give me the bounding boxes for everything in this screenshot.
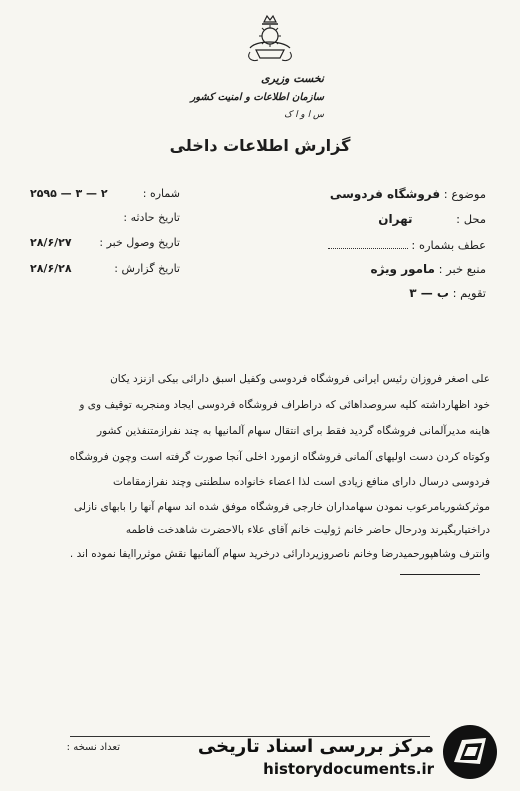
lion-and-sun-emblem: [242, 14, 298, 64]
received-date-value: ۲۸/۶/۲۷: [30, 236, 72, 249]
rating-field: [409, 286, 486, 300]
body-line: وانترف وشاهپورحمیدرضا وخانم ناصروزیردارائی درخرید سهام آلمانیها نقش موثرراایفا نموده اند .: [69, 548, 490, 560]
received-date-label: تاریخ وصول خبر :: [99, 236, 180, 249]
source-value: مامور ویژه: [370, 262, 435, 276]
subject-field: [330, 187, 486, 201]
reference-dotted-line: [328, 248, 408, 249]
reference-field: [328, 238, 486, 252]
reference-label: عطف بشماره :: [411, 238, 486, 252]
number-label: شماره :: [142, 187, 180, 200]
report-date-label: تاریخ گزارش :: [114, 262, 180, 275]
place-value: تهران: [378, 212, 413, 226]
number-value: ۲۵۹۵ — ۳ — ۲: [30, 187, 108, 200]
document-title: گزارش اطلاعات داخلی: [169, 136, 351, 155]
source-field: [371, 262, 487, 276]
event-date-label: تاریخ حادثه :: [123, 211, 180, 224]
rating-label: تقویم :: [452, 286, 486, 300]
place-field: [378, 212, 486, 226]
subject-label: موضوع :: [443, 187, 486, 201]
body-line: وکوتاه کردن دست اولیهای آلمانی فروشگاه ازمورد اخلی آنجا صورت گرفته است وچون فروشگاه: [69, 451, 490, 463]
rating-value: ب — ۳: [409, 286, 449, 300]
copies-count-label: تعداد نسخه :: [66, 742, 120, 753]
end-rule: [400, 574, 480, 575]
event-date-field: [30, 211, 180, 224]
body-line: خود اظهارداشته کلیه سروصداهائی که دراطراف فروشگاه فردوسی ایجاد ومنجربه توقیف وی و: [79, 399, 490, 411]
body-line: علی اصغر فروزان رئیس ایرانی فروشگاه فردوسی وکفیل اسبق دارائی بیکی ازنزد یکان: [110, 373, 490, 385]
received-date-field: [30, 236, 180, 249]
body-line: موثرکشوربامرعوب نمودن سهامداران خارجی فروشگاه موفق شده اند سهام آنها را بابهای نازلی: [73, 501, 490, 513]
body-line: هاینه مدیرآلمانی فروشگاه گردید فقط برای انتقال سهام آلمانیها به چند نفرازمتنفذین کشور: [97, 425, 490, 437]
body-line: دراختیاربگیرند ودرحال حاضر خانم ژولیت خانم آقای علاء بالاحضرت شاهدخت فاطمه: [125, 524, 490, 536]
report-date-value: ۲۸/۶/۲۸: [30, 262, 72, 275]
archive-url: historydocuments.ir: [263, 760, 434, 778]
subject-value: فروشگاه فردوسی: [329, 187, 441, 201]
organization-abbreviation: س ا و ا ک: [284, 110, 324, 120]
report-date-field: [30, 262, 180, 275]
body-line: فردوسی درسال دارای منافع زیادی است لذا اعضاء خانواده سلطنتی وچند نفرازمقامات: [113, 476, 490, 488]
archive-logo: [440, 722, 500, 782]
ministry-name: نخست وزیری: [261, 72, 324, 85]
number-field: [30, 187, 180, 200]
organization-name: سازمان اطلاعات و امنیت کشور: [190, 92, 324, 103]
place-label: محل :: [456, 212, 486, 226]
source-label: منبع خبر :: [438, 262, 486, 276]
archive-title: مرکز بررسی اسناد تاریخی: [197, 736, 434, 757]
